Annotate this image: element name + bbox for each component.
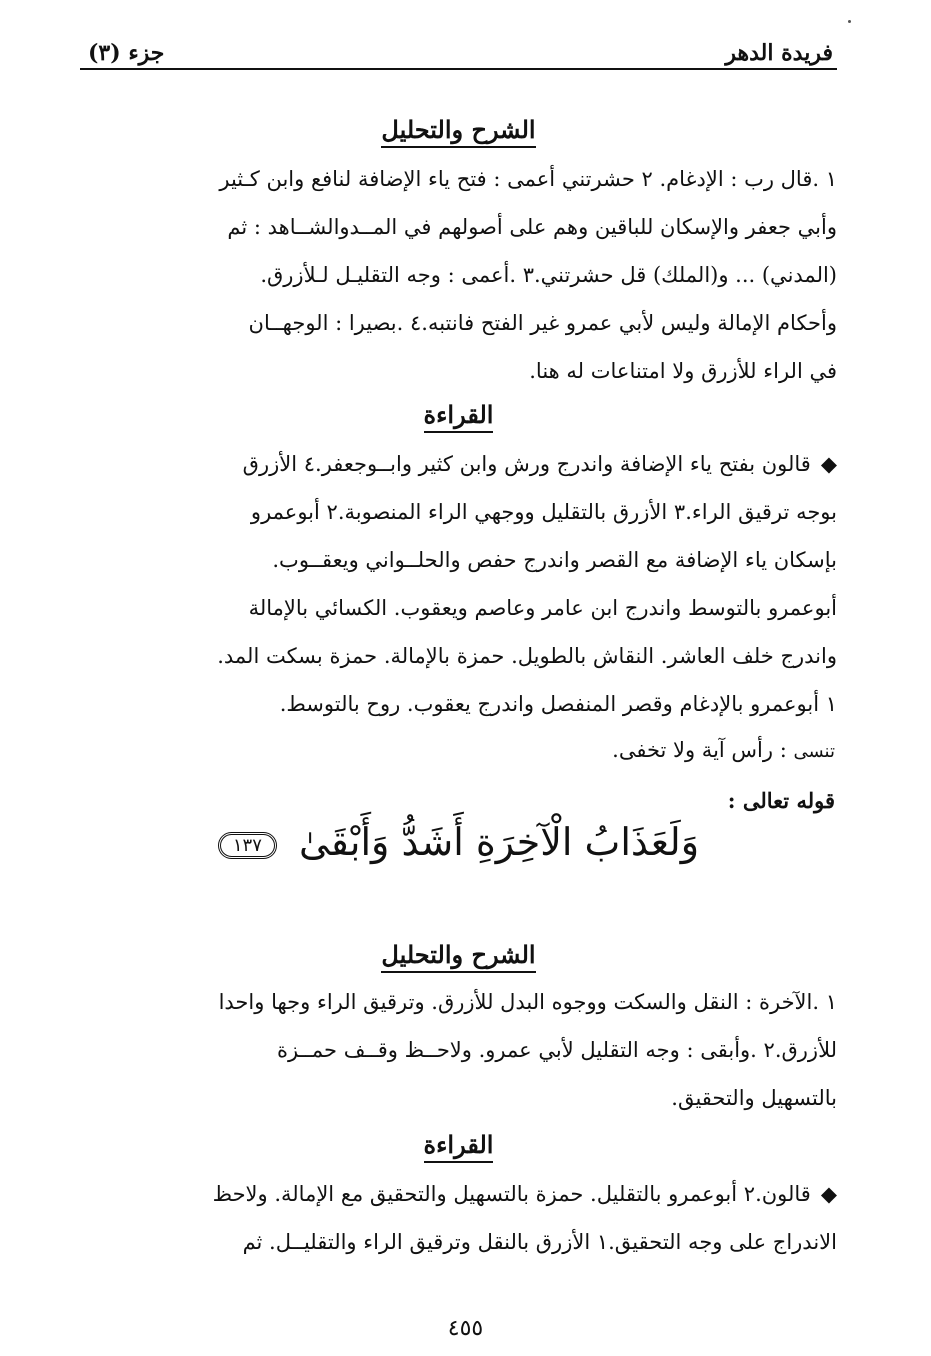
text-line: في الراء للأزرق ولا امتناعات له هنا. bbox=[529, 359, 837, 383]
verse-text: وَلَعَذَابُ الْآخِرَةِ أَشَدُّ وَأَبْقَىٰ bbox=[299, 820, 700, 864]
qiraa-paragraph-2 bbox=[82, 1170, 837, 1266]
scan-speck bbox=[848, 20, 851, 23]
text-line: (المدني) ... و(الملك) قل حشرتني.٣ .أعمى : وجه التقليـل لـلأزرق. bbox=[260, 263, 837, 287]
book-title: فريدة الدهر bbox=[725, 40, 833, 66]
text-line: ١ .قال رب : الإدغام. ٢ حشرتني أعمى : فتح ياء الإضافة لنافع وابن كـثير bbox=[219, 167, 837, 191]
text-line: وأبي جعفر والإسكان للباقين وهم على أصولهم في المــدوالشــاهد : ثم bbox=[227, 215, 837, 239]
section-heading-sharh-2: الشرح والتحليل bbox=[80, 940, 837, 969]
part-label: جزء (٣) bbox=[88, 40, 165, 66]
text-line: بوجه ترقيق الراء.٣ الأزرق بالتقليل ووجهي الراء المنصوبة.٢ أبوعمرو bbox=[250, 500, 837, 524]
header-rule bbox=[80, 68, 837, 70]
bullet-icon: ◆ bbox=[820, 1181, 837, 1206]
sharh-paragraph-1 bbox=[82, 155, 837, 395]
note-prefix: تنسى bbox=[793, 741, 835, 762]
section-heading-qiraa-2: القراءة bbox=[80, 1130, 837, 1159]
note-text: : رأس آية ولا تخفى. bbox=[612, 738, 787, 762]
sharh-paragraph-2 bbox=[82, 978, 837, 1122]
quran-verse bbox=[80, 820, 837, 900]
qiraa-paragraph-1 bbox=[82, 440, 837, 728]
text-line: ١ .الآخرة : النقل والسكت ووجوه البدل للأزرق. وترقيق الراء وجها واحدا bbox=[218, 990, 837, 1014]
section-heading-qiraa-1: القراءة bbox=[80, 400, 837, 429]
qawluhu-label: قوله تعالى : bbox=[727, 788, 835, 813]
text-line: أبوعمرو بالتوسط واندرج ابن عامر وعاصم ويعقوب. الكسائي بالإمالة bbox=[248, 596, 837, 620]
text-line: ◆قالون.٢ أبوعمرو بالتقليل. حمزة بالتسهيل والتحقيق مع الإمالة. ولاحظ bbox=[212, 1181, 837, 1206]
bullet-icon: ◆ bbox=[820, 451, 837, 476]
text-line: الاندراج على وجه التحقيق.١ الأزرق بالنقل وترقيق الراء والتقليــل. ثم bbox=[242, 1230, 837, 1254]
note-line bbox=[612, 738, 835, 762]
page-number: ٤٥٥ bbox=[447, 1316, 484, 1341]
text-line: ◆قالون بفتح ياء الإضافة واندرج ورش وابن كثير وابــوجعفر.٤ الأزرق bbox=[242, 451, 837, 476]
text-line: واندرج خلف العاشر. النقاش بالطويل. حمزة بالإمالة. حمزة بسكت المد. bbox=[217, 644, 837, 668]
text-line: بالتسهيل والتحقيق. bbox=[671, 1086, 837, 1110]
text-line: وأحكام الإمالة وليس لأبي عمرو غير الفتح فانتبه.٤ .بصيرا : الوجهــان bbox=[248, 311, 837, 335]
text-line: ١ أبوعمرو بالإدغام وقصر المنفصل واندرج يعقوب. روح بالتوسط. bbox=[279, 692, 837, 716]
text-line: بإسكان ياء الإضافة مع القصر واندرج حفص والحلــواني ويعقــوب. bbox=[272, 548, 837, 572]
section-heading-sharh-1: الشرح والتحليل bbox=[80, 115, 837, 144]
verse-number-badge: ١٣٧ bbox=[218, 832, 277, 859]
text-line: للأزرق.٢ .وأبقى : وجه التقليل لأبي عمرو. ولاحــظ وقــف حمــزة bbox=[277, 1038, 837, 1062]
